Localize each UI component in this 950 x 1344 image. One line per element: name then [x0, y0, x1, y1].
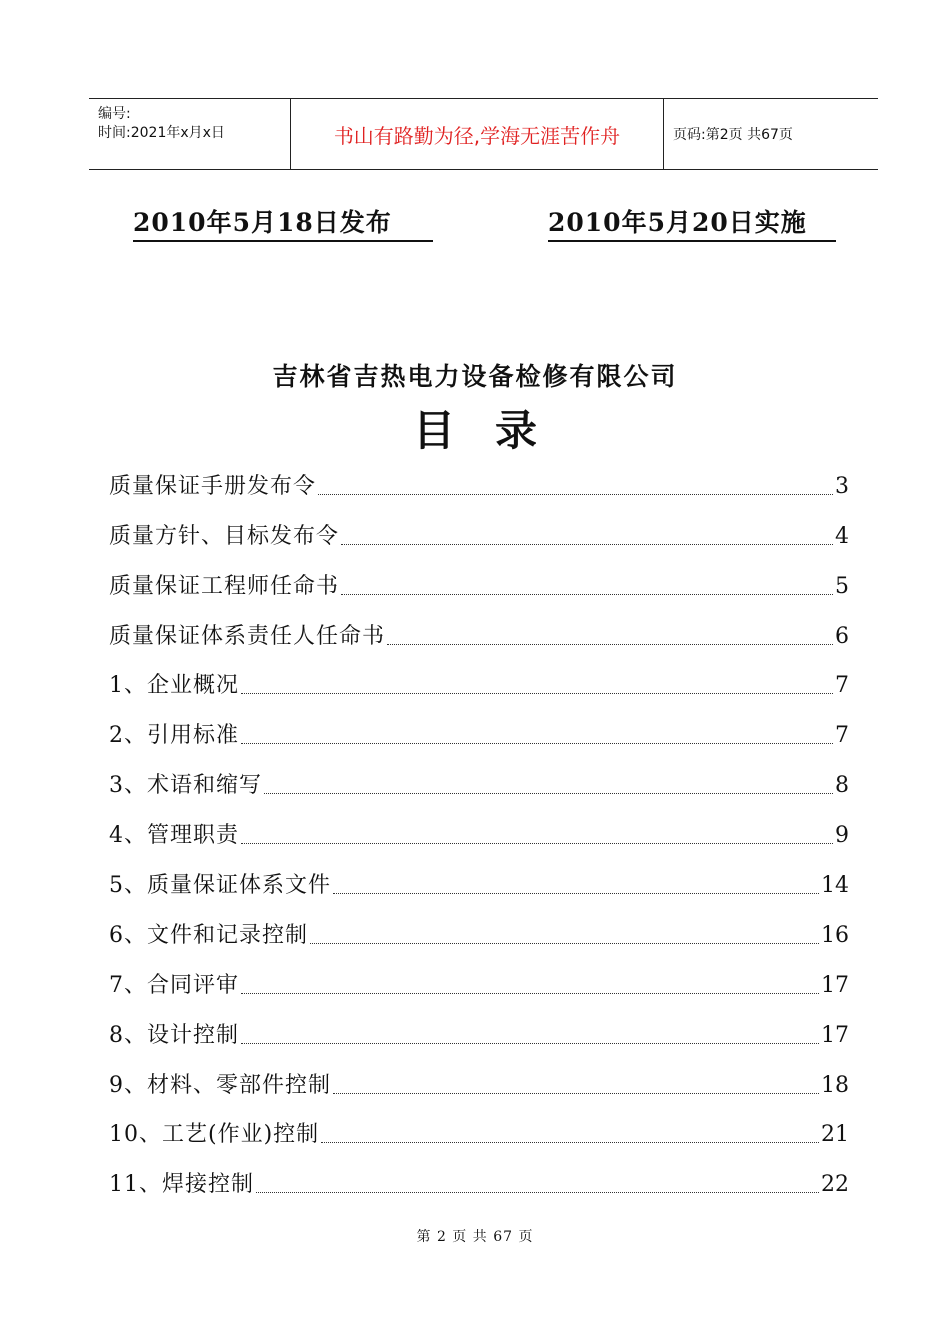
toc-entry[interactable]: [109, 851, 849, 901]
toc-entry-label: 7、合同评审: [109, 972, 239, 998]
toc-entry-page: 21: [821, 1122, 849, 1148]
page-code: 页码:第2页 共67页: [673, 127, 793, 143]
toc-entry-page: 5: [835, 573, 849, 599]
number-label: 编号:: [98, 106, 131, 122]
toc-leader-dots: [387, 644, 833, 645]
toc-leader-dots: [241, 693, 833, 694]
toc-entry[interactable]: [109, 652, 849, 702]
toc-entry[interactable]: [109, 452, 849, 502]
toc-entry[interactable]: [109, 751, 849, 801]
toc-leader-dots: [256, 1192, 819, 1193]
table-of-contents: [109, 452, 849, 1200]
toc-entry-label: 8、设计控制: [109, 1022, 239, 1048]
toc-leader-dots: [241, 993, 819, 994]
toc-leader-dots: [241, 1043, 819, 1044]
toc-leader-dots: [318, 494, 833, 495]
toc-entry[interactable]: [109, 701, 849, 751]
toc-entry-page: 16: [821, 922, 849, 948]
toc-entry-page: 7: [835, 723, 849, 749]
toc-entry[interactable]: [109, 901, 849, 951]
toc-title: 目录: [412, 406, 577, 455]
toc-entry[interactable]: [109, 1001, 849, 1051]
implement-date: 2010年5月20日实施: [548, 206, 836, 242]
toc-entry-page: 14: [821, 873, 849, 899]
time-label: 时间:2021年x月x日: [98, 125, 225, 141]
toc-entry[interactable]: [109, 1150, 849, 1200]
toc-leader-dots: [321, 1142, 819, 1143]
company-name: 吉林省吉热电力设备检修有限公司: [272, 362, 678, 391]
page-footer: 第 2 页 共 67 页: [416, 1229, 534, 1245]
toc-entry-label: 质量保证体系责任人任命书: [109, 623, 386, 649]
toc-leader-dots: [241, 843, 833, 844]
toc-entry[interactable]: [109, 502, 849, 552]
toc-entry[interactable]: [109, 801, 849, 851]
toc-entry-label: 2、引用标准: [109, 723, 239, 749]
toc-entry-page: 22: [821, 1172, 849, 1198]
toc-entry[interactable]: [109, 1101, 849, 1151]
toc-entry-label: 1、企业概况: [109, 673, 239, 699]
toc-entry[interactable]: [109, 1051, 849, 1101]
toc-entry[interactable]: [109, 552, 849, 602]
document-header: [89, 98, 878, 170]
toc-entry-page: 17: [821, 1022, 849, 1048]
toc-leader-dots: [310, 943, 819, 944]
toc-entry-label: 质量保证手册发布令: [109, 473, 317, 499]
toc-entry-page: 18: [821, 1072, 849, 1098]
toc-entry[interactable]: [109, 602, 849, 652]
toc-leader-dots: [341, 594, 833, 595]
toc-entry-label: 4、管理职责: [109, 823, 239, 849]
toc-entry-page: 4: [835, 523, 849, 549]
toc-entry-label: 质量保证工程师任命书: [109, 573, 340, 599]
toc-entry-page: 17: [821, 972, 849, 998]
toc-leader-dots: [341, 544, 833, 545]
toc-entry-page: 3: [835, 473, 849, 499]
toc-leader-dots: [333, 893, 819, 894]
toc-entry-page: 6: [835, 623, 849, 649]
toc-entry-label: 10、工艺(作业)控制: [109, 1122, 320, 1148]
toc-leader-dots: [333, 1093, 819, 1094]
toc-entry-page: 9: [835, 823, 849, 849]
toc-entry-page: 8: [835, 773, 849, 799]
toc-entry[interactable]: [109, 951, 849, 1001]
toc-entry-label: 质量方针、目标发布令: [109, 523, 340, 549]
toc-entry-label: 11、焊接控制: [109, 1172, 254, 1198]
motto: 书山有路勤为径,学海无涯苦作舟: [290, 99, 664, 169]
toc-leader-dots: [241, 743, 833, 744]
publish-date: 2010年5月18日发布: [133, 206, 433, 242]
toc-entry-label: 9、材料、零部件控制: [109, 1072, 331, 1098]
toc-entry-label: 6、文件和记录控制: [109, 922, 308, 948]
toc-entry-page: 7: [835, 673, 849, 699]
toc-leader-dots: [264, 793, 833, 794]
toc-entry-label: 5、质量保证体系文件: [109, 873, 331, 899]
header-info-cell: [89, 99, 290, 169]
toc-entry-label: 3、术语和缩写: [109, 773, 262, 799]
